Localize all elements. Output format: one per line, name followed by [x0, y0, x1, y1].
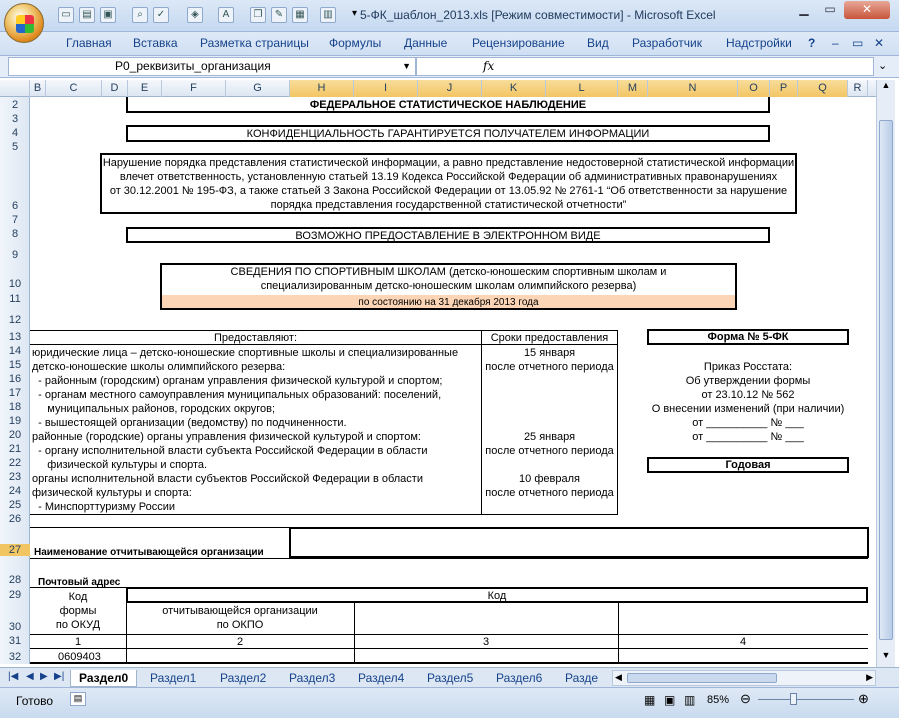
warning-line3: от 30.12.2001 № 195-ФЗ, а также статьей 3 Закона Российской Федерации от 13.05.92 № 2761-1 “Об ответственности за нарушение: [109, 185, 788, 197]
row-number[interactable]: 30: [8, 621, 22, 633]
column-header: [0, 80, 876, 97]
grid-icon[interactable]: ▥: [320, 7, 336, 23]
deadline: 25 января: [523, 431, 576, 443]
scroll-up-icon[interactable]: ▲: [881, 80, 891, 90]
page-layout-view-icon[interactable]: ▣: [664, 693, 676, 707]
column-header-cell[interactable]: D: [102, 80, 128, 97]
zoom-in-icon[interactable]: ⊕: [858, 691, 869, 706]
row-number[interactable]: 18: [8, 401, 22, 413]
submitter-line: физической культуры и спорта:: [32, 487, 192, 499]
order-line: от 23.10.12 № 562: [701, 389, 795, 401]
window-title: 5-ФК_шаблон_2013.xls [Режим совместимости] - Microsoft Excel: [360, 8, 716, 22]
column-header-cell[interactable]: E: [128, 80, 162, 97]
column-header-cell[interactable]: P: [770, 80, 798, 97]
period-type: Годовая: [725, 459, 771, 471]
formula-bar: [0, 56, 899, 78]
submit-header: Предоставляют:: [213, 332, 298, 344]
tab-developer[interactable]: Разработчик: [632, 36, 702, 50]
macro-record-icon[interactable]: ▤: [70, 692, 86, 706]
okud-label: по ОКУД: [55, 619, 101, 631]
submitter-line: - органу исполнительной власти субъекта Российской Федерации в области: [32, 445, 428, 457]
code-label: Код: [68, 591, 88, 603]
row-number[interactable]: 24: [8, 485, 22, 497]
format-painter-icon[interactable]: ✎: [271, 7, 287, 23]
row-number[interactable]: 32: [8, 651, 22, 663]
tab-page-layout[interactable]: Разметка страницы: [200, 36, 309, 50]
print-preview-icon[interactable]: ⌕: [132, 7, 148, 23]
row-number[interactable]: 12: [8, 314, 22, 326]
order-line: от __________ № ___: [692, 431, 804, 443]
fill-color-icon[interactable]: ◈: [187, 7, 203, 23]
electronic-text: ВОЗМОЖНО ПРЕДОСТАВЛЕНИЕ В ЭЛЕКТРОННОМ ВИДЕ: [295, 230, 601, 242]
deadline: после отчетного периода: [485, 487, 614, 499]
column-header-cell[interactable]: O: [738, 80, 770, 97]
page-break-view-icon[interactable]: ▥: [684, 693, 696, 707]
status-bar: [0, 687, 899, 718]
normal-view-icon[interactable]: ▦: [644, 693, 656, 707]
row-number[interactable]: 8: [11, 228, 19, 240]
name-box[interactable]: [8, 57, 416, 76]
col-index: 3: [482, 636, 490, 648]
row-number[interactable]: 6: [11, 200, 19, 212]
column-header-cell[interactable]: H: [290, 80, 354, 97]
report-title-line1: СВЕДЕНИЯ ПО СПОРТИВНЫМ ШКОЛАМ (детско-юношеским спортивным школам и: [230, 266, 667, 278]
column-header-cell[interactable]: C: [46, 80, 102, 97]
zoom-level[interactable]: 85%: [707, 694, 730, 706]
tab-formulas[interactable]: Формулы: [329, 36, 382, 50]
as-of-date: по состоянию на 31 декабря 2013 года: [358, 297, 539, 308]
tab-first-icon[interactable]: |◀: [8, 671, 19, 682]
submitter-line: - органам местного самоуправления муниципальных образований: поселений,: [32, 389, 442, 401]
order-line: О внесении изменений (при наличии): [651, 403, 845, 415]
tab-home[interactable]: Главная: [66, 36, 112, 50]
vertical-scrollbar[interactable]: [876, 80, 895, 667]
org-code-label: отчитывающейся организации: [162, 605, 318, 617]
row-header: [0, 97, 30, 664]
submitter-line: юридические лица – детско-юношеские спортивные школы и специализированные: [32, 347, 459, 359]
row-number[interactable]: 22: [8, 457, 22, 469]
zoom-out-icon[interactable]: ⊖: [740, 691, 751, 706]
ribbon-minimize-icon[interactable]: –: [832, 36, 839, 50]
divider: [126, 603, 127, 664]
column-header-cell[interactable]: N: [648, 80, 738, 97]
tab-addins[interactable]: Надстройки: [726, 36, 792, 50]
save-icon[interactable]: ▣: [100, 7, 116, 23]
deadline: после отчетного периода: [485, 361, 614, 373]
ribbon-close-icon[interactable]: ✕: [874, 36, 885, 50]
scroll-right-icon[interactable]: ▶: [866, 672, 873, 682]
row-number[interactable]: 17: [8, 387, 22, 399]
col-index: 2: [236, 636, 244, 648]
horizontal-scrollbar[interactable]: [612, 670, 876, 686]
sheet-tab[interactable]: Раздел5: [427, 671, 474, 685]
divider: [30, 558, 868, 559]
name-box-dropdown-icon[interactable]: ▼: [402, 61, 411, 71]
fx-icon[interactable]: fx: [483, 59, 495, 73]
spelling-icon[interactable]: ✓: [153, 7, 169, 23]
sheet-tab[interactable]: Раздел6: [496, 671, 543, 685]
font-color-icon[interactable]: A: [218, 7, 234, 23]
scroll-thumb[interactable]: [879, 120, 893, 640]
sheet-tab[interactable]: Раздел4: [358, 671, 405, 685]
borders-icon[interactable]: ▦: [292, 7, 308, 23]
sheet-tab[interactable]: Раздел2: [220, 671, 267, 685]
row-number[interactable]: 25: [8, 499, 22, 511]
submitter-line: муниципальных районов, городских округов;: [32, 403, 276, 415]
submitter-line: детско-юношеские школы олимпийского резерва:: [32, 361, 286, 373]
row-number[interactable]: 20: [8, 429, 22, 441]
row-number[interactable]: 19: [8, 415, 22, 427]
zoom-slider-thumb[interactable]: [790, 693, 797, 705]
column-header-cell[interactable]: J: [418, 80, 482, 97]
office-button[interactable]: [4, 3, 44, 43]
submitter-line: - вышестоящей организации (ведомству) по подчиненности.: [32, 417, 347, 429]
warning-line1: Нарушение порядка представления статистической информации, а равно представление недостоверной статистической информации: [102, 157, 795, 169]
org-name-label: Наименование отчитывающейся организации: [34, 547, 264, 558]
deadline: 10 февраля: [519, 473, 580, 485]
column-header-cell[interactable]: R: [848, 80, 868, 97]
row-number[interactable]: 26: [8, 513, 22, 525]
org-name-input[interactable]: [289, 527, 869, 558]
sheet-grid[interactable]: [30, 97, 876, 667]
office-logo-icon: [16, 15, 34, 33]
submitter-line: органы исполнительной власти субъектов Российской Федерации в области: [32, 473, 423, 485]
row-number[interactable]: 3: [11, 113, 19, 125]
divider: [618, 603, 619, 664]
expand-formula-icon[interactable]: ⌄: [878, 60, 888, 72]
code-header: Код: [487, 590, 507, 602]
deadline: 15 января: [523, 347, 576, 359]
form-number: Форма № 5-ФК: [707, 331, 789, 343]
title-bar: [0, 0, 899, 32]
column-header-cell[interactable]: G: [226, 80, 290, 97]
open-icon[interactable]: ▤: [79, 7, 95, 23]
tab-data[interactable]: Данные: [404, 36, 448, 50]
warning-line4: порядка представления государственной статистической отчетности”: [270, 199, 627, 211]
row-number[interactable]: 21: [8, 443, 22, 455]
report-title-line2: специализированным детско-юношеским школам олимпийского резерва): [260, 280, 637, 292]
zoom-slider[interactable]: [758, 699, 854, 700]
row-number[interactable]: 9: [11, 249, 19, 261]
close-icon[interactable]: ✕: [844, 1, 890, 19]
ribbon-restore-icon[interactable]: ▭: [852, 36, 864, 50]
deadline-header: Сроки предоставления: [490, 332, 609, 344]
row-number[interactable]: 13: [8, 331, 22, 343]
row-number[interactable]: 2: [11, 99, 19, 111]
minimize-icon[interactable]: ▁: [799, 2, 809, 16]
tab-next-icon[interactable]: ▶: [40, 671, 48, 682]
row-number[interactable]: 4: [11, 127, 19, 139]
select-all[interactable]: [0, 80, 30, 97]
column-header-cell[interactable]: F: [162, 80, 226, 97]
sheet-tab[interactable]: Раздел3: [289, 671, 336, 685]
divider: [354, 603, 355, 664]
order-line: Приказ Росстата:: [703, 361, 793, 373]
status-ready: Готово: [16, 694, 54, 708]
column-header-cell[interactable]: I: [354, 80, 418, 97]
tab-prev-icon[interactable]: ◀: [26, 671, 34, 682]
new-icon[interactable]: ▭: [58, 7, 74, 23]
col-index: 4: [739, 636, 747, 648]
submitter-line: - Минспорттуризму России: [32, 501, 176, 513]
confidentiality-text: КОНФИДЕНЦИАЛЬНОСТЬ ГАРАНТИРУЕТСЯ ПОЛУЧАТЕЛЕМ ИНФОРМАЦИИ: [246, 128, 650, 140]
col-index: 1: [74, 636, 82, 648]
row-number[interactable]: 23: [8, 471, 22, 483]
tab-review[interactable]: Рецензирование: [472, 36, 565, 50]
scroll-left-icon[interactable]: ◀: [615, 672, 622, 682]
order-line: от __________ № ___: [692, 417, 804, 429]
okpo-label: по ОКПО: [216, 619, 264, 631]
row-number[interactable]: 10: [8, 278, 22, 290]
warning-line2: влечет ответственность, установленную статьей 13.19 Кодекса Российской Федерации об административных правонарушениях: [119, 171, 778, 183]
row-number[interactable]: 15: [8, 359, 22, 371]
row-number[interactable]: 7: [11, 214, 19, 226]
tab-view[interactable]: Вид: [587, 36, 609, 50]
row-number[interactable]: 27: [0, 544, 30, 556]
help-icon[interactable]: ?: [808, 36, 816, 50]
column-header-cell[interactable]: B: [30, 80, 46, 97]
h-scroll-thumb[interactable]: [627, 673, 777, 683]
row-number[interactable]: 11: [9, 293, 21, 305]
copy-icon[interactable]: ❐: [250, 7, 266, 23]
row-number[interactable]: 29: [8, 589, 22, 601]
submitter-line: - районным (городским) органам управления физической культурой и спортом;: [32, 375, 443, 387]
submitter-line: физической культуры и спорта.: [32, 459, 208, 471]
scroll-down-icon[interactable]: ▼: [881, 650, 891, 660]
submitter-line: районные (городские) органы управления физической культурой и спортом:: [32, 431, 421, 443]
column-header-cell[interactable]: Q: [798, 80, 848, 97]
okud-code: 0609403: [58, 651, 101, 663]
row-number[interactable]: 16: [8, 373, 22, 385]
sheet-tab[interactable]: Раздел0: [70, 670, 137, 687]
formula-input[interactable]: [416, 57, 874, 76]
address-label: Почтовый адрес: [38, 577, 121, 588]
order-line: Об утверждении формы: [685, 375, 811, 387]
tab-last-icon[interactable]: ▶|: [54, 671, 65, 682]
row-number[interactable]: 28: [8, 574, 22, 586]
row-number[interactable]: 5: [11, 141, 19, 153]
customize-qat-icon[interactable]: ▾: [352, 8, 358, 19]
column-header-cell[interactable]: M: [618, 80, 648, 97]
deadline: после отчетного периода: [485, 445, 614, 457]
name-box-value: Р0_реквизиты_организация: [115, 59, 271, 73]
tab-insert[interactable]: Вставка: [133, 36, 178, 50]
form-label: формы: [59, 605, 97, 617]
column-header-cell[interactable]: L: [546, 80, 618, 97]
sheet-tab[interactable]: Разде: [565, 671, 599, 685]
maximize-icon[interactable]: ▭: [824, 2, 836, 16]
sheet-tabs: [0, 667, 899, 687]
sheet-tab[interactable]: Раздел1: [150, 671, 197, 685]
column-header-cell[interactable]: K: [482, 80, 546, 97]
row-number[interactable]: 31: [8, 635, 22, 647]
row-number[interactable]: 14: [8, 345, 22, 357]
divider: [30, 634, 868, 635]
fed-stat-title: ФЕДЕРАЛЬНОЕ СТАТИСТИЧЕСКОЕ НАБЛЮДЕНИЕ: [309, 99, 587, 111]
ribbon-tabs: [0, 32, 899, 56]
